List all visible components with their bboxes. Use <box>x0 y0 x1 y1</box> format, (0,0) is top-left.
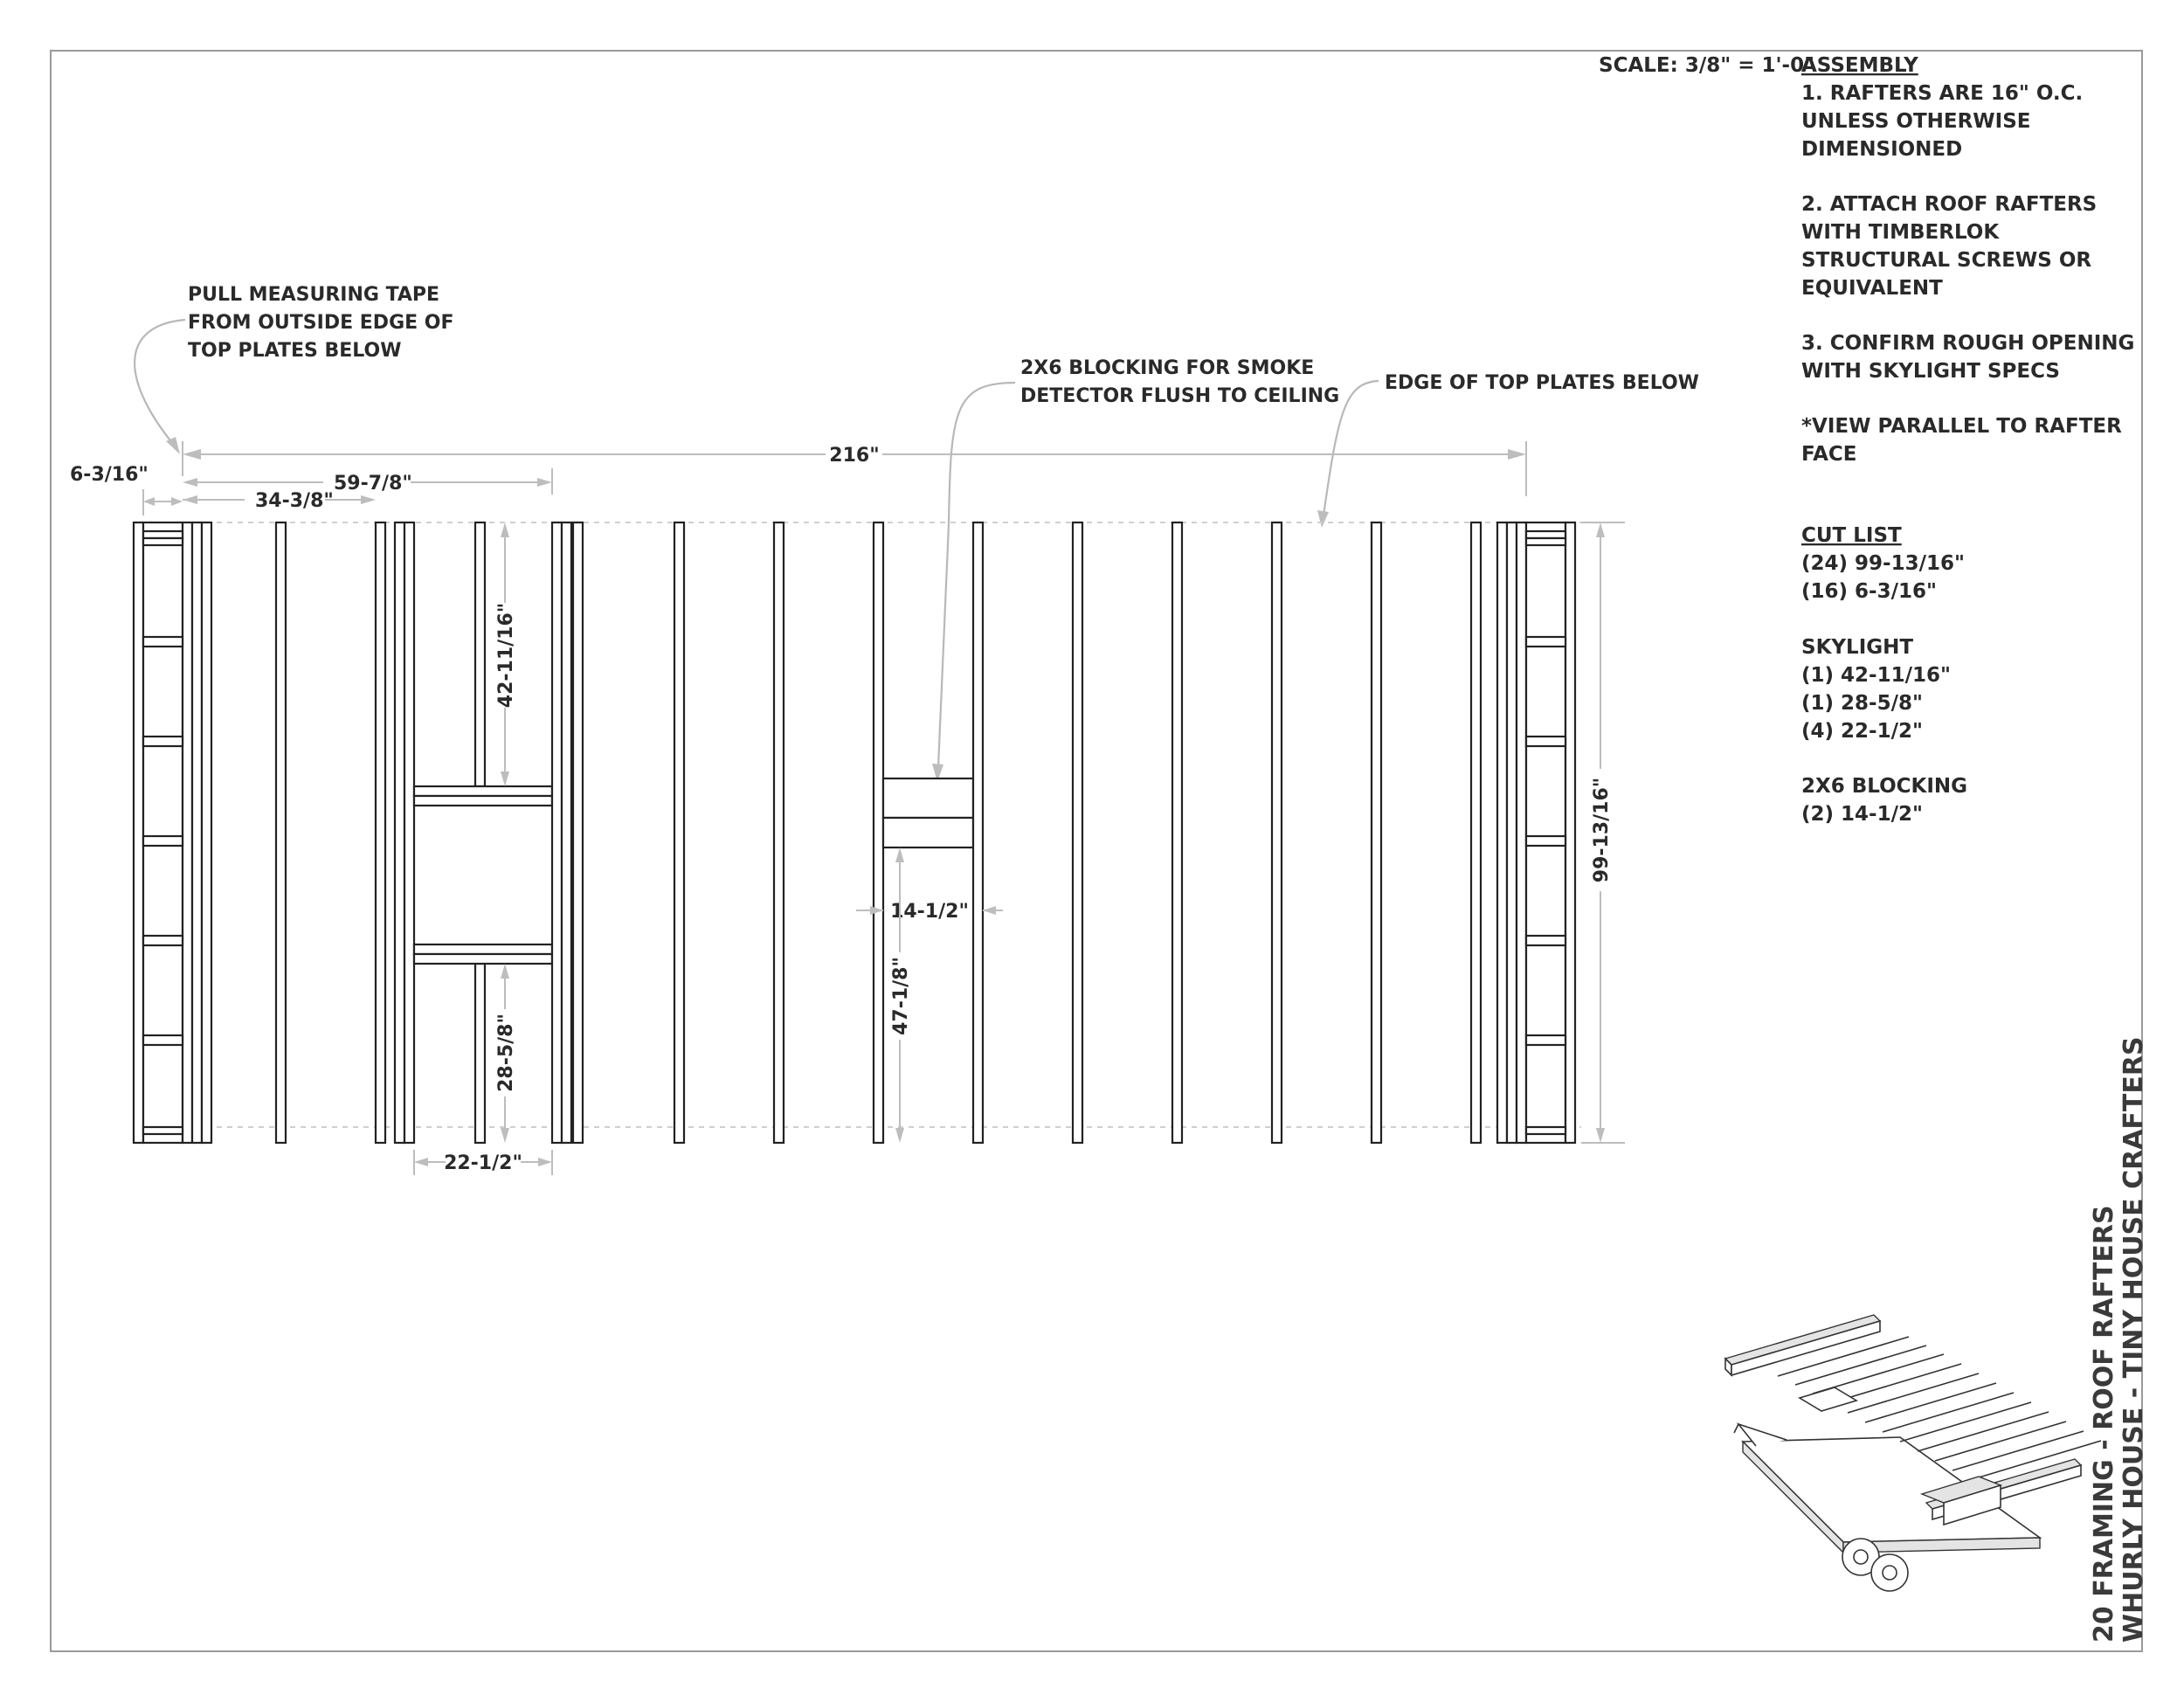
skylight-header <box>414 786 552 796</box>
end-rafter <box>183 522 192 1143</box>
rafter <box>973 522 983 1143</box>
rafter-framing <box>134 522 1575 1143</box>
assembly-line: UNLESS OTHERWISE <box>1801 110 2031 133</box>
title-line-1: 20 FRAMING - ROOF RAFTERS <box>2089 1205 2119 1643</box>
skylight-cripple-rafter <box>475 522 485 786</box>
end-rafter <box>134 522 143 1143</box>
skylight-cripple-rafter <box>475 964 485 1143</box>
assembly-line: WITH SKYLIGHT SPECS <box>1801 360 2060 383</box>
rafter <box>674 522 684 1143</box>
end-rafter <box>192 522 202 1143</box>
callout-line: DETECTOR FLUSH TO CEILING <box>1020 385 1340 407</box>
assembly-line: 2. ATTACH ROOF RAFTERS <box>1801 193 2098 216</box>
rafter <box>1471 522 1481 1143</box>
rafter <box>1073 522 1082 1143</box>
end-rafter <box>143 522 183 1143</box>
skylight-header <box>414 944 552 954</box>
dimension-label: 42-11/16" <box>495 602 517 709</box>
end-rafter <box>1507 522 1517 1143</box>
dimension-label: 47-1/8" <box>890 957 912 1035</box>
dimension-label: 59-7/8" <box>334 473 412 495</box>
smoke-detector-blocking <box>883 818 973 847</box>
cut-list-line: SKYLIGHT <box>1801 636 1914 659</box>
dimension-skylight-top <box>495 522 517 786</box>
cut-list <box>1801 524 1967 826</box>
callout-tape <box>135 284 453 454</box>
cut-list-line: (4) 22-1/2" <box>1801 720 1923 743</box>
assembly-line: *VIEW PARALLEL TO RAFTER <box>1801 415 2122 438</box>
dimension-blocking-height <box>890 847 912 1143</box>
cut-list-line: (16) 6-3/16" <box>1801 580 1937 603</box>
assembly-line: FACE <box>1801 443 1857 466</box>
skylight-king-rafter <box>404 522 414 1143</box>
cut-list-line: (24) 99-13/16" <box>1801 552 1965 575</box>
leader-line <box>135 320 185 444</box>
isometric-trailer-thumbnail <box>1725 1315 2101 1591</box>
rafter <box>1272 522 1282 1143</box>
rafter <box>376 522 385 1143</box>
dimension-label: 6-3/16" <box>70 464 149 486</box>
assembly-line: 3. CONFIRM ROUGH OPENING <box>1801 332 2135 355</box>
assembly-heading: ASSEMBLY <box>1801 54 1918 77</box>
dimension-skylight-bottom <box>495 964 517 1143</box>
dimension-end-block <box>70 464 183 515</box>
skylight-header <box>414 796 552 806</box>
skylight-king-rafter <box>562 522 571 1143</box>
cut-list-line: (1) 28-5/8" <box>1801 692 1923 715</box>
cut-list-heading: CUT LIST <box>1801 524 1902 547</box>
callout-line: EDGE OF TOP PLATES BELOW <box>1385 372 1699 394</box>
rafter <box>1372 522 1381 1143</box>
end-rafter <box>1565 522 1575 1143</box>
dimension-skylight-width <box>414 1150 552 1175</box>
end-rafter <box>1497 522 1507 1143</box>
title-line-2: WHURLY HOUSE - TINY HOUSE CRAFTERS <box>2118 1036 2149 1643</box>
dimension-label: 34-3/8" <box>255 490 334 512</box>
scale-label: SCALE: 3/8" = 1'-0" <box>1599 54 1815 77</box>
cut-list-line: (2) 14-1/2" <box>1801 803 1923 826</box>
assembly-line: EQUIVALENT <box>1801 277 1943 300</box>
dimension-label: 99-13/16" <box>1591 777 1613 883</box>
skylight-king-rafter <box>573 522 583 1143</box>
assembly-notes <box>1801 54 2134 466</box>
rafter <box>874 522 883 1143</box>
rafter <box>1172 522 1182 1143</box>
dimension-rafter-length <box>1581 522 1625 1143</box>
skylight-king-rafter <box>395 522 404 1143</box>
skylight-king-rafter <box>552 522 562 1143</box>
cut-list-line: 2X6 BLOCKING <box>1801 775 1968 798</box>
rafter <box>276 522 286 1143</box>
title-block <box>2089 1036 2149 1643</box>
assembly-line: DIMENSIONED <box>1801 138 1963 161</box>
end-rafter <box>1526 522 1565 1143</box>
assembly-line: STRUCTURAL SCREWS OR <box>1801 249 2092 272</box>
callout-line: 2X6 BLOCKING FOR SMOKE <box>1020 357 1315 379</box>
end-rafter <box>1517 522 1526 1143</box>
dimension-label: 216" <box>829 445 880 467</box>
assembly-line: WITH TIMBERLOK <box>1801 221 2000 244</box>
cut-list-line: (1) 42-11/16" <box>1801 664 1951 687</box>
callout-line: TOP PLATES BELOW <box>188 340 402 362</box>
dimension-label: 14-1/2" <box>890 901 969 923</box>
assembly-line: 1. RAFTERS ARE 16" O.C. <box>1801 82 2084 105</box>
callout-line: PULL MEASURING TAPE <box>188 284 440 306</box>
dimension-label: 22-1/2" <box>444 1152 522 1174</box>
smoke-detector-blocking <box>883 778 973 818</box>
dimension-label: 28-5/8" <box>495 1013 517 1092</box>
rafter <box>774 522 784 1143</box>
callout-line: FROM OUTSIDE EDGE OF <box>188 312 454 334</box>
skylight-header <box>414 954 552 964</box>
leader-arrow <box>166 437 180 454</box>
end-rafter <box>202 522 211 1143</box>
leader-arrow <box>1317 510 1329 528</box>
dimension-skylight-edge <box>183 468 552 495</box>
